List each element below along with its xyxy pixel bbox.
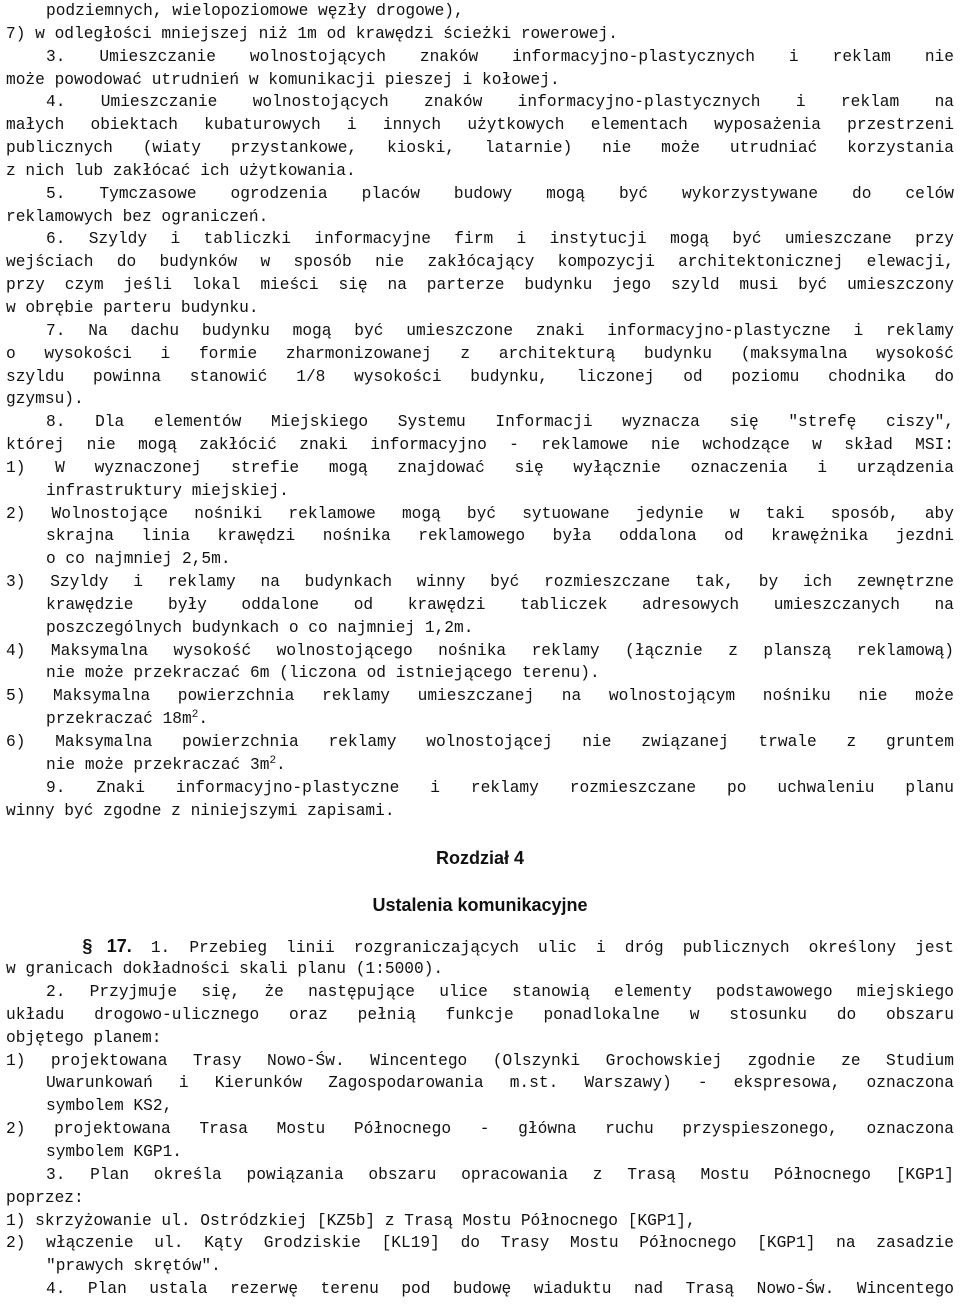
line-text: objętego planem: <box>6 1028 162 1047</box>
line-text: 7) w odległości mniejszej niż 1m od krawędzi ścieżki rowerowej. <box>6 24 618 43</box>
line-text: 4. Umieszczanie wolnostojących znaków informacyjno-plastycznych i reklam na <box>46 93 954 112</box>
text-line <box>6 457 954 480</box>
section-number: § 17. <box>82 936 132 957</box>
text-line <box>6 1050 954 1073</box>
line-text: nie może przekraczać 3m <box>46 755 270 774</box>
text-line <box>6 228 954 251</box>
line-text: 2) projektowana Trasa Mostu Północnego - główna ruchu przyspieszonego, oznaczona <box>6 1120 954 1139</box>
line-text: wejściach do budynków w sposób nie zakłócający kompozycji architektonicznej elewacji, <box>6 253 954 272</box>
text-line <box>6 1210 954 1233</box>
text-line <box>6 1027 954 1050</box>
line-text: 1) W wyznaczonej strefie mogą znajdować się wyłącznie oznaczenia i urządzenia <box>6 458 954 477</box>
text-line <box>6 548 954 571</box>
line-text: krawędzie były oddalone od krawędzi tabliczek adresowych umieszczanych na <box>46 595 954 614</box>
text-line <box>6 685 954 708</box>
text-line <box>6 251 954 274</box>
section-body <box>6 935 954 1301</box>
text-line <box>6 366 954 389</box>
line-text: z nich lub zakłócać ich użytkowania. <box>6 161 356 180</box>
text-line <box>6 708 954 731</box>
line-text: 4) Maksymalna wysokość wolnostojącego nośnika reklamy (łącznie z planszą reklamową) <box>6 641 954 660</box>
text-line <box>6 731 954 754</box>
text-line <box>6 1141 954 1164</box>
text-line <box>6 662 954 685</box>
line-text: o co najmniej 2,5m. <box>46 550 231 569</box>
text-line <box>6 297 954 320</box>
line-text: szyldu powinna stanowić 1/8 wysokości budynku, liczonej od poziomu chodnika do <box>6 367 954 386</box>
line-text: poszczególnych budynkach o co najmniej 1,2m. <box>46 618 474 637</box>
text-line <box>6 1187 954 1210</box>
text-line <box>6 754 954 777</box>
text-line <box>6 411 954 434</box>
text-line <box>6 1118 954 1141</box>
text-line <box>6 1164 954 1187</box>
line-text: 6. Szyldy i tabliczki informacyjne firm i instytucji mogą być umieszczane przy <box>46 230 954 249</box>
superscript: 2 <box>191 709 199 722</box>
line-text: przy czym jeśli lokal mieści się na parterze budynku jego szyld musi być umieszczony <box>6 276 954 295</box>
line-text: 7. Na dachu budynku mogą być umieszczone znaki informacyjno-plastyczne i reklamy <box>46 321 954 340</box>
line-text: publicznych (wiaty przystankowe, kioski, latarnie) nie może utrudniać korzystania <box>6 139 954 158</box>
line-text: małych obiektach kubaturowych i innych użytkowych elementach wyposażenia przestrzeni <box>6 116 954 135</box>
line-text: o wysokości i formie zharmonizowanej z architekturą budynku (maksymalna wysokość <box>6 344 954 363</box>
text-line <box>6 981 954 1004</box>
text-line <box>6 91 954 114</box>
line-text: 5. Tymczasowe ogrodzenia placów budowy mogą być wykorzystywane do celów <box>46 184 954 203</box>
line-text-after: . <box>198 710 209 729</box>
text-line <box>6 777 954 800</box>
line-text: poprzez: <box>6 1188 84 1207</box>
text-line <box>6 800 954 823</box>
line-text: 1) skrzyżowanie ul. Ostródzkiej [KZ5b] z Trasą Mostu Północnego [KGP1], <box>6 1211 696 1230</box>
line-text: 3. Umieszczanie wolnostojących znaków informacyjno-plastycznych i reklam nie <box>46 47 954 66</box>
line-text: przekraczać 18m <box>46 710 192 729</box>
line-text: której nie mogą zakłócić znaki informacyjno - reklamowe nie wchodzące w skład MSI: <box>6 436 954 455</box>
line-text: 6) Maksymalna powierzchnia reklamy wolnostojącej nie związanej trwale z gruntem <box>6 733 954 751</box>
text-line <box>6 958 954 981</box>
line-text: podziemnych, wielopoziomowe węzły drogowe), <box>46 2 464 20</box>
text-line <box>6 503 954 526</box>
chapter-title: Rozdział 4 <box>435 848 524 869</box>
line-text: 3) Szyldy i reklamy na budynkach winny być rozmieszczane tak, by ich zewnętrzne <box>6 573 954 592</box>
text-line <box>6 480 954 503</box>
text-line <box>6 571 954 594</box>
text-line <box>6 343 954 366</box>
text-line <box>6 935 954 958</box>
line-text-after: . <box>276 755 286 774</box>
line-text: układu drogowo-ulicznego oraz pełnią funkcje ponadlokalne w stosunku do obszaru <box>6 1005 954 1024</box>
line-text: 1. Przebieg linii rozgraniczających ulic i dróg publicznych określony jest <box>131 939 954 958</box>
line-text: 4. Plan ustala rezerwę terenu pod budowę wiaduktu nad Trasą Nowo-Św. Wincentego <box>46 1280 954 1299</box>
line-text: 9. Znaki informacyjno-plastyczne i reklamy rozmieszczane po uchwaleniu planu <box>46 778 954 797</box>
text-line <box>6 1095 954 1118</box>
document-body <box>6 0 954 822</box>
line-text: może powodować utrudnień w komunikacji pieszej i kołowej. <box>6 70 560 89</box>
text-line <box>6 274 954 297</box>
text-line <box>6 320 954 343</box>
text-line <box>6 1072 954 1095</box>
text-line <box>6 69 954 92</box>
line-text: winny być zgodne z niniejszymi zapisami. <box>6 801 395 820</box>
line-text: nie może przekraczać 6m (liczona od istniejącego terenu). <box>46 664 600 683</box>
superscript: 2 <box>269 754 277 767</box>
text-line <box>6 137 954 160</box>
line-text: skrajna linia krawędzi nośnika reklamowego była oddalona od krawężnika jezdni <box>46 527 954 546</box>
text-line <box>6 640 954 663</box>
line-text: symbolem KGP1. <box>46 1142 182 1161</box>
text-line <box>6 183 954 206</box>
text-line <box>6 525 954 548</box>
text-line <box>6 206 954 229</box>
line-text: symbolem KS2, <box>46 1097 173 1116</box>
text-line <box>6 23 954 46</box>
text-line <box>6 1255 954 1278</box>
text-line <box>6 388 954 411</box>
text-line <box>6 434 954 457</box>
line-text: "prawych skrętów". <box>46 1257 221 1276</box>
text-line <box>6 594 954 617</box>
line-text: infrastruktury miejskiej. <box>46 481 289 500</box>
text-line <box>6 1232 954 1255</box>
line-text: 8. Dla elementów Miejskiego Systemu Informacji wyznacza się "strefę ciszy", <box>46 413 954 432</box>
text-line <box>6 46 954 69</box>
line-text: 5) Maksymalna powierzchnia reklamy umieszczanej na wolnostojącym nośniku nie może <box>6 687 954 706</box>
text-line <box>6 0 954 23</box>
text-line <box>6 160 954 183</box>
line-text: 1) projektowana Trasy Nowo-Św. Wincentego (Olszynki Grochowskiej zgodnie ze Studium <box>6 1051 954 1070</box>
text-line <box>6 1278 954 1301</box>
text-line <box>6 114 954 137</box>
line-text: gzymsu). <box>6 390 84 409</box>
chapter-subtitle: Ustalenia komunikacyjne <box>372 895 588 916</box>
line-text: reklamowych bez ograniczeń. <box>6 207 269 226</box>
line-text: 2) Wolnostojące nośniki reklamowe mogą być sytuowane jedynie w taki sposób, aby <box>6 504 954 523</box>
line-text: 2) włączenie ul. Kąty Grodziskie [KL19] do Trasy Mostu Północnego [KGP1] na zasadzie <box>6 1234 954 1253</box>
line-text: 2. Przyjmuje się, że następujące ulice stanowią elementy podstawowego miejskiego <box>46 983 954 1002</box>
line-text: w granicach dokładności skali planu (1:5000). <box>6 960 444 979</box>
line-text: w obrębie parteru budynku. <box>6 298 259 317</box>
line-text: 3. Plan określa powiązania obszaru opracowania z Trasą Mostu Północnego [KGP1] <box>46 1165 954 1184</box>
text-line <box>6 617 954 640</box>
line-text: Uwarunkowań i Kierunków Zagospodarowania m.st. Warszawy) - ekspresowa, oznaczona <box>46 1074 954 1093</box>
text-line <box>6 1004 954 1027</box>
